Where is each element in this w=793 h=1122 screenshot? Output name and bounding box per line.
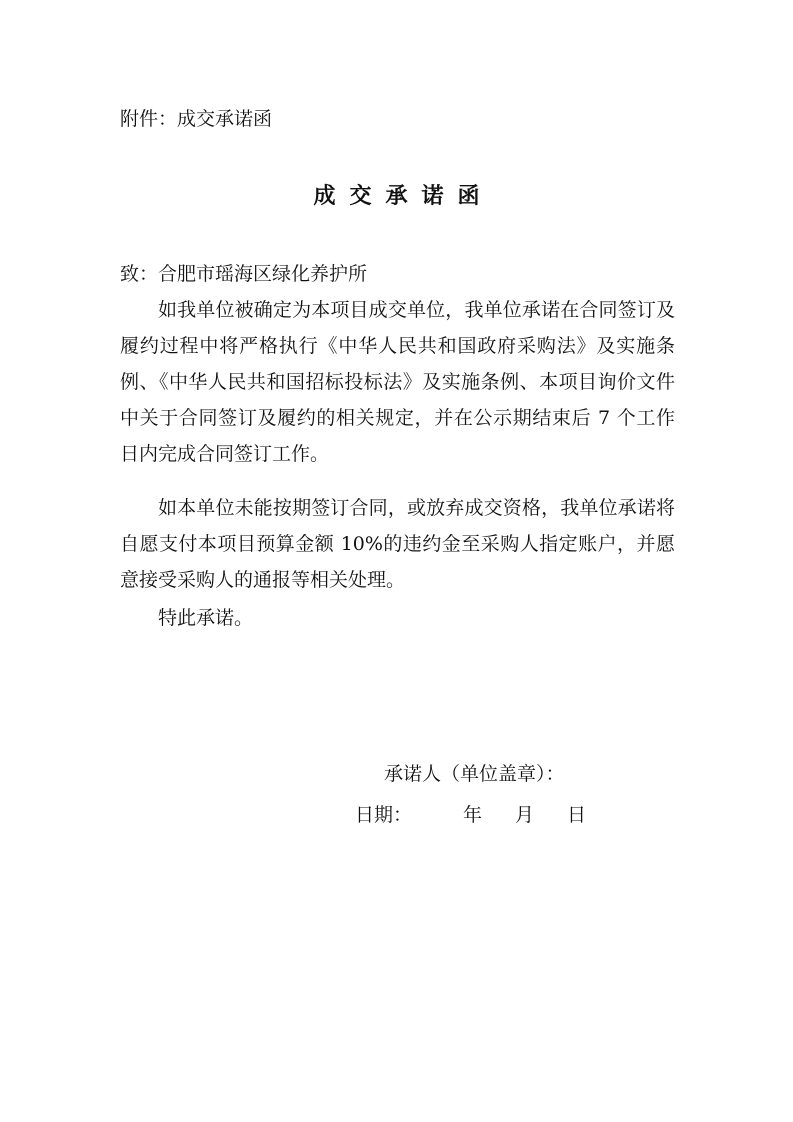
signer-label: 承诺人（单位盖章）： [384,763,565,785]
body-paragraph-1: 如我单位被确定为本项目成交单位，我单位承诺在合同签订及履约过程中将严格执行《中华人民共和国政府采购法》及实施条例、《中华人民共和国招标投标法》及实施条例、本项目询价文件中关于合同签订及履约的相关规定，并在公示期结束后 7 个工作日内完成合同签订工作。 [120,299,675,465]
closing-statement: 特此承诺。 [158,607,254,629]
document-title: 成交承诺函 [313,183,494,209]
date-year-label: 年 [463,804,483,826]
date-row [355,803,586,827]
date-month-label: 月 [515,804,535,826]
attachment-label: 附件：成交承诺函 [120,108,273,130]
date-label: 日期： [355,804,413,826]
body-paragraph-2: 如本单位未能按期签订合同，或放弃成交资格，我单位承诺将自愿支付本项目预算金额 10%的违约金至采购人指定账户，并愿意接受采购人的通报等相关处理。 [120,497,675,591]
date-day-label: 日 [567,804,587,826]
recipient-line: 致：合肥市瑶海区绿化养护所 [120,263,368,285]
